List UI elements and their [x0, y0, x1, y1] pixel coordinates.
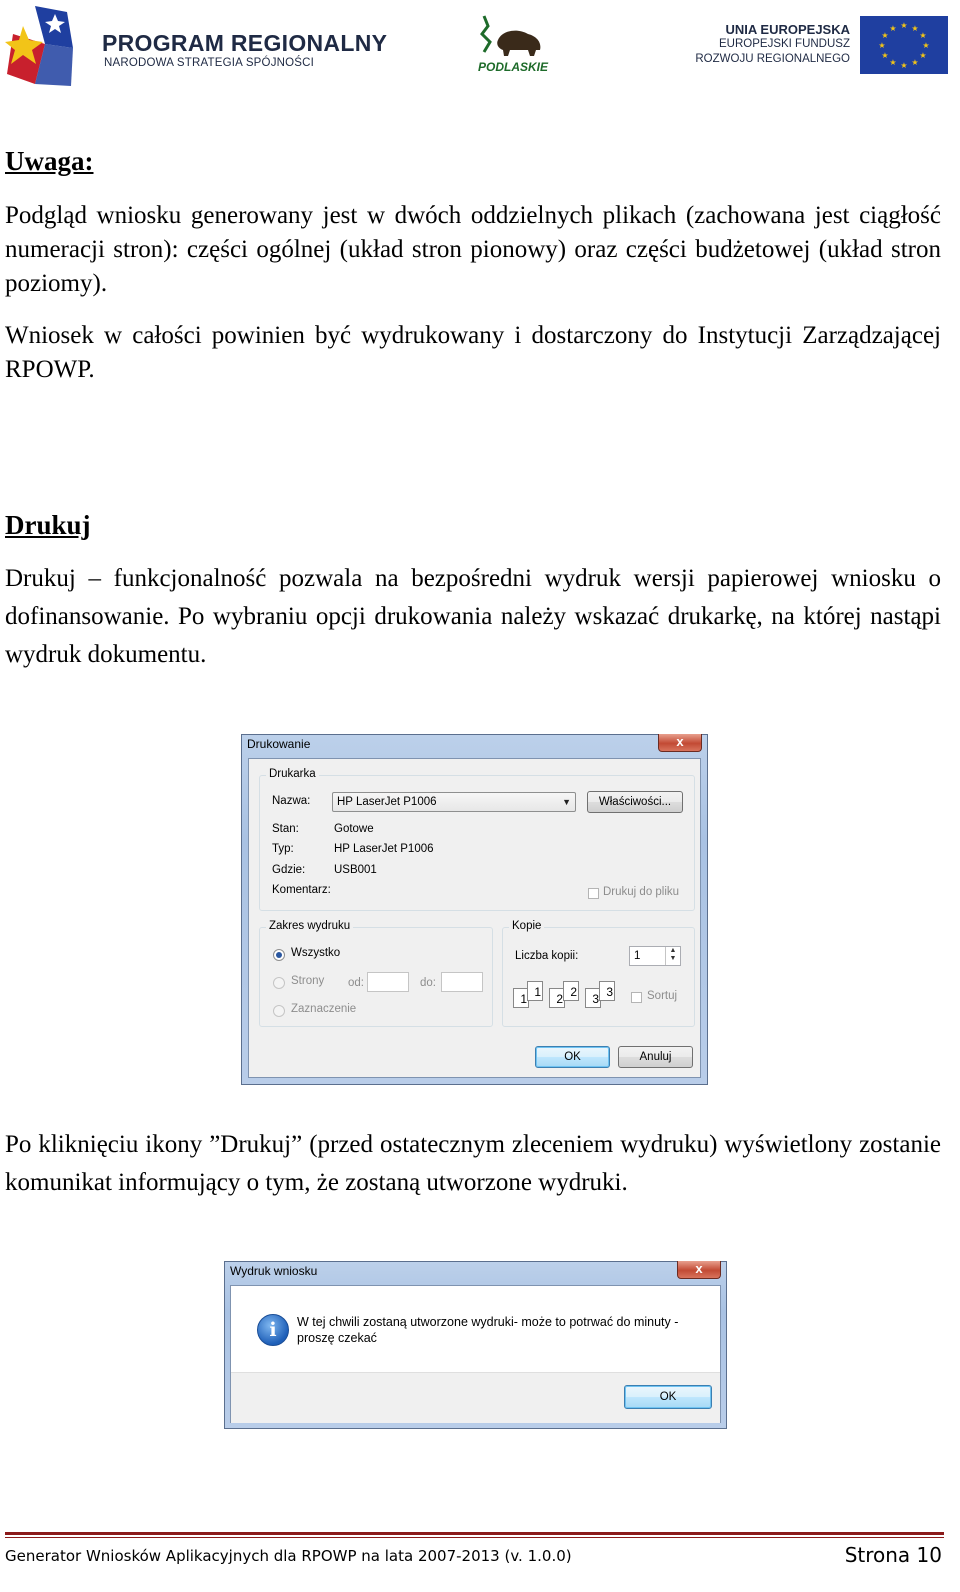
ue-line3: ROZWOJU REGIONALNEGO — [695, 53, 850, 65]
info-dialog-close-button[interactable]: x — [677, 1261, 721, 1279]
type-value: HP LaserJet P1006 — [334, 843, 434, 855]
svg-text:★: ★ — [919, 31, 927, 40]
collate-checkbox[interactable] — [631, 992, 642, 1003]
program-regionalny-logo — [5, 4, 75, 88]
podlaskie-label: PODLASKIE — [478, 60, 549, 74]
range-selection-radio[interactable] — [273, 1005, 285, 1017]
info-message-line2: proszę czekać — [297, 1331, 377, 1345]
program-subtitle: NARODOWA STRATEGIA SPÓJNOŚCI — [104, 57, 315, 69]
print-ok-button[interactable]: OK — [535, 1046, 610, 1068]
range-pages-radio[interactable] — [273, 977, 285, 989]
where-label: Gdzie: — [272, 864, 306, 876]
from-label: od: — [348, 977, 364, 989]
uwaga-para2: Wniosek w całości powinien być wydrukowany i dostarczony do Instytucji Zarządzającej RPOWP. — [5, 322, 941, 383]
info-message-line1: W tej chwili zostaną utworzone wydruki- może to potrwać do minuty - — [297, 1315, 679, 1329]
svg-text:★: ★ — [900, 61, 908, 70]
print-dialog — [241, 734, 708, 1085]
svg-text:★: ★ — [881, 31, 889, 40]
drukuj-para1-wrap — [5, 560, 941, 674]
drukuj-para2: Po kliknięciu ikony ”Drukuj” (przed ostatecznym zleceniem wydruku) wyświetlony zostanie komunikat informujący o tym, że zostaną utworzone wydruki. — [5, 1131, 941, 1196]
uwaga-para1: Podgląd wniosku generowany jest w dwóch oddzielnych plikach (zachowana jest ciągłość numeracji stron): części ogólnej (układ stron pionowy) oraz części budżetowej (układ stron poziomy). — [5, 202, 941, 297]
drukuj-para1: Drukuj – funkcjonalność pozwala na bezpośredni wydruk wersji papierowej wniosku o dofinansowanie. Po wybraniu opcji drukowania należy wskazać drukarkę, na której nastąpi wydruk dokumentu. — [5, 565, 941, 668]
to-field[interactable] — [441, 972, 483, 992]
footer-rule-thick — [5, 1532, 944, 1535]
footer-generator-text: Generator Wniosków Aplikacyjnych dla RPOWP na lata 2007-2013 (v. 1.0.0) — [5, 1547, 572, 1565]
page-header — [0, 0, 960, 95]
page-2a: 2 — [549, 988, 565, 1008]
print-dialog-title: Drukowanie — [247, 737, 311, 751]
page-3b: 3 — [599, 981, 615, 1001]
properties-button[interactable]: Właściwości... — [587, 791, 683, 813]
footer-page-number: Strona 10 — [844, 1543, 942, 1567]
uwaga-section — [5, 146, 941, 176]
page-2b: 2 — [563, 981, 579, 1001]
print-to-file-label: Drukuj do pliku — [603, 886, 680, 898]
copies-group — [502, 920, 695, 1027]
collate-pages-icon — [513, 978, 623, 1014]
ue-line2: EUROPEJSKI FUNDUSZ — [719, 38, 850, 50]
to-label: do: — [420, 977, 436, 989]
print-to-file-checkbox[interactable] — [588, 888, 599, 899]
uwaga-heading: Uwaga: — [5, 146, 94, 176]
uwaga-para2-wrap — [5, 319, 941, 387]
svg-text:★: ★ — [889, 58, 897, 67]
range-group — [259, 920, 493, 1027]
copies-label: Liczba kopii: — [515, 950, 579, 962]
info-dialog-client — [230, 1285, 721, 1423]
copies-group-label: Kopie — [509, 920, 544, 932]
printer-group-label: Drukarka — [266, 768, 319, 780]
svg-text:★: ★ — [922, 41, 930, 50]
printer-group — [259, 768, 695, 911]
eu-flag-icon — [860, 16, 948, 74]
svg-text:★: ★ — [911, 24, 919, 33]
drukuj-section — [5, 510, 941, 540]
range-selection-label: Zaznaczenie — [291, 1003, 357, 1015]
copies-stepper[interactable] — [629, 946, 681, 966]
svg-text:★: ★ — [919, 51, 927, 60]
footer-rule-thin — [5, 1537, 944, 1538]
status-value: Gotowe — [334, 823, 374, 835]
info-icon: i — [257, 1314, 289, 1346]
printer-name-select[interactable] — [332, 792, 576, 812]
info-dialog-button-bar — [231, 1372, 720, 1423]
page-1a: 1 — [513, 988, 529, 1008]
info-dialog — [224, 1261, 727, 1429]
ue-text — [695, 22, 850, 67]
print-dialog-client — [248, 758, 701, 1078]
info-dialog-title: Wydruk wniosku — [230, 1264, 318, 1278]
comment-label: Komentarz: — [272, 884, 331, 896]
svg-text:★: ★ — [900, 21, 908, 30]
range-pages-label: Strony — [291, 975, 325, 987]
name-label: Nazwa: — [272, 795, 311, 807]
from-field[interactable] — [367, 972, 409, 992]
info-ok-button[interactable]: OK — [624, 1385, 712, 1409]
stepper-arrows-icon[interactable]: ▲ ▼ — [665, 947, 680, 965]
page-1b: 1 — [527, 981, 543, 1001]
program-title: PROGRAM REGIONALNY — [102, 30, 388, 56]
collate-label: Sortuj — [647, 990, 678, 1002]
printer-name-value: HP LaserJet P1006 — [337, 796, 437, 808]
svg-text:★: ★ — [889, 24, 897, 33]
svg-text:★: ★ — [911, 58, 919, 67]
type-label: Typ: — [272, 843, 294, 855]
status-label: Stan: — [272, 823, 299, 835]
uwaga-para1-wrap — [5, 199, 941, 301]
range-all-radio[interactable] — [273, 949, 285, 961]
print-dialog-close-button[interactable]: x — [658, 734, 702, 752]
ue-line1: UNIA EUROPEJSKA — [725, 22, 850, 37]
page-3a: 3 — [585, 988, 601, 1008]
drukuj-para2-wrap — [5, 1126, 941, 1202]
drukuj-heading: Drukuj — [5, 510, 91, 540]
svg-text:★: ★ — [878, 41, 886, 50]
copies-value: 1 — [634, 950, 641, 962]
range-group-label: Zakres wydruku — [266, 920, 353, 932]
print-cancel-button[interactable]: Anuluj — [618, 1046, 693, 1068]
range-all-label: Wszystko — [291, 947, 341, 959]
chevron-down-icon: ▼ — [562, 797, 571, 807]
svg-text:★: ★ — [881, 51, 889, 60]
where-value: USB001 — [334, 864, 377, 876]
